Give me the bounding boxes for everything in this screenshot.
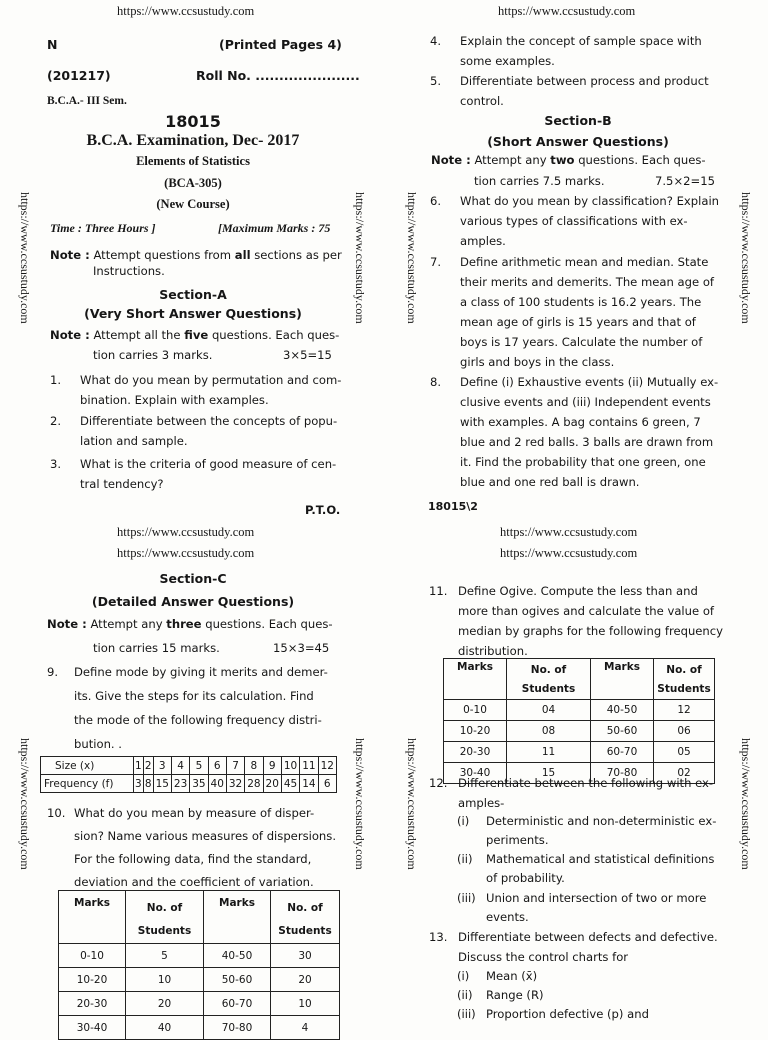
- table-header-row: [59, 891, 340, 944]
- question-text: For the following data, find the standard,: [74, 852, 312, 866]
- page-footer: 18015\2: [428, 500, 478, 513]
- marks-calc: 7.5×2=15: [655, 174, 715, 188]
- question-text: a class of 100 students is 16.2 years. The: [460, 295, 702, 309]
- question-9: [47, 660, 347, 756]
- side-url: https://www.ccsustudy.com: [353, 738, 367, 870]
- question-text: sion? Name various measures of dispersions.: [74, 829, 337, 843]
- question-text: Mathematical and statistical definitions: [486, 852, 715, 866]
- question-text: bution. .: [74, 737, 122, 751]
- table-cell: 06: [654, 721, 715, 742]
- question-text: distribution.: [458, 644, 528, 658]
- question-text: control.: [460, 94, 504, 108]
- table-cell: 5: [126, 944, 204, 968]
- table-cell: 40-50: [591, 700, 654, 721]
- question-12: [429, 773, 729, 813]
- question-number: 8.: [430, 375, 442, 389]
- table-cell: 32: [226, 775, 244, 793]
- table-cell: 50-60: [204, 968, 271, 992]
- question-13-part-i: [457, 966, 737, 986]
- question-3: [50, 454, 350, 494]
- general-note: [50, 245, 350, 265]
- roll-number: Roll No. ......................: [196, 68, 360, 83]
- question-text: tral tendency?: [80, 477, 164, 491]
- question-text: with examples. A bag contains 6 green, 7: [460, 415, 701, 429]
- page-url-top-right: https://www.ccsustudy.com: [498, 4, 636, 18]
- note-line2: tion carries 15 marks.: [93, 641, 220, 655]
- table-cell: 11: [507, 742, 591, 763]
- question-text: mean age of girls is 15 years and that of: [460, 315, 696, 329]
- question-number: 4.: [430, 34, 442, 48]
- question-text: boys is 17 years. Calculate the number of: [460, 335, 703, 349]
- question-text: Deterministic and non-deterministic ex-: [486, 814, 717, 828]
- question-12-part-iii: [457, 889, 737, 927]
- table-row: [59, 944, 340, 968]
- question-text: of probability.: [486, 871, 565, 885]
- question-text: Mean (x̄): [486, 969, 538, 983]
- page-url-top-left: https://www.ccsustudy.com: [117, 4, 255, 18]
- section-b-title: Section-B: [544, 113, 612, 128]
- note-label: Note :: [47, 617, 87, 631]
- side-url: https://www.ccsustudy.com: [353, 192, 367, 324]
- note-bold: five: [184, 328, 209, 342]
- table-cell: 45: [281, 775, 299, 793]
- new-course: (New Course): [156, 197, 230, 211]
- table-cell: 11: [300, 757, 318, 775]
- table-cell: 5: [190, 757, 208, 775]
- question-1: [50, 370, 350, 410]
- note-line2: Instructions.: [93, 264, 165, 278]
- note-text: sections as per: [254, 248, 342, 262]
- question-number: 7.: [430, 255, 442, 269]
- table-cell: 4: [171, 757, 189, 775]
- page-url: https://www.ccsustudy.com: [500, 525, 638, 539]
- table-cell: 20-30: [59, 992, 126, 1016]
- question-text: What is the criteria of good measure of cen-: [80, 457, 337, 471]
- note-text: Attempt questions from: [93, 248, 232, 262]
- table-cell: 10-20: [59, 968, 126, 992]
- table-cell: 35: [190, 775, 208, 793]
- note-text: Attempt any: [474, 153, 547, 167]
- sub-question-number: (i): [457, 814, 470, 828]
- table-cell: 6: [208, 757, 226, 775]
- table-cell: 9: [263, 757, 281, 775]
- table-cell: 02: [654, 763, 715, 784]
- table-cell: 20: [263, 775, 281, 793]
- note-label: Note :: [50, 248, 90, 262]
- question-text: Differentiate between the following with ex-: [458, 776, 714, 790]
- sub-question-number: (iii): [457, 1007, 476, 1021]
- question-text: the mode of the following frequency distri-: [74, 713, 322, 727]
- table-header: [271, 891, 340, 944]
- question-number: 10.: [47, 806, 66, 820]
- sub-question-number: (ii): [457, 988, 473, 1002]
- note-text: questions. Each ques-: [578, 153, 706, 167]
- question-text: Define Ogive. Compute the less than and: [458, 584, 698, 598]
- question-12-part-ii: [457, 850, 737, 888]
- table-row-label: Frequency (f): [41, 775, 134, 793]
- question-text: deviation and the coefficient of variation.: [74, 875, 314, 889]
- table-cell: 40: [126, 1016, 204, 1040]
- frequency-table-ogive: [443, 658, 715, 784]
- table-cell: 20-30: [444, 742, 507, 763]
- question-number: 1.: [50, 373, 62, 387]
- question-text: blue and 2 red balls. 3 balls are drawn from: [460, 435, 714, 449]
- table-row: [59, 968, 340, 992]
- table-header-row: [444, 659, 715, 700]
- table-cell: 12: [654, 700, 715, 721]
- side-url: https://www.ccsustudy.com: [405, 738, 419, 870]
- table-row: [59, 992, 340, 1016]
- question-text: blue and one red ball is drawn.: [460, 475, 640, 489]
- table-header: [507, 659, 591, 700]
- table-cell: 8: [143, 775, 153, 793]
- table-cell: 23: [171, 775, 189, 793]
- table-row: [41, 757, 337, 775]
- question-text: Define (i) Exhaustive events (ii) Mutually ex-: [460, 375, 719, 389]
- table-cell: 14: [300, 775, 318, 793]
- marks-calc: 3×5=15: [283, 348, 332, 362]
- question-text: Proportion defective (p) and: [486, 1007, 649, 1021]
- table-row: [444, 700, 715, 721]
- table-header-line: Students: [657, 683, 711, 695]
- subject-title: Elements of Statistics: [136, 154, 250, 168]
- question-text: girls and boys in the class.: [460, 355, 615, 369]
- page-url: https://www.ccsustudy.com: [500, 546, 638, 560]
- question-text: Differentiate between process and product: [460, 74, 709, 88]
- table-cell: 30-40: [59, 1016, 126, 1040]
- table-header-line: Students: [278, 925, 332, 937]
- section-a-note: [50, 328, 350, 342]
- table-cell: 70-80: [204, 1016, 271, 1040]
- table-header-line: Students: [521, 683, 576, 695]
- note-bold: all: [234, 248, 251, 262]
- table-header: Marks: [59, 891, 126, 944]
- question-text: clusive events and (iii) Independent events: [460, 395, 711, 409]
- note-text: questions. Each ques-: [211, 328, 340, 342]
- question-2: [50, 411, 350, 451]
- note-bold: two: [550, 153, 575, 167]
- note-text: Attempt all the: [93, 328, 181, 342]
- question-text: bination. Explain with examples.: [80, 393, 269, 407]
- question-text: Explain the concept of sample space with: [460, 34, 702, 48]
- question-text: periments.: [486, 833, 549, 847]
- section-a-title: Section-A: [159, 287, 227, 302]
- table-cell: 12: [318, 757, 336, 775]
- table-header-line: No. of: [530, 664, 567, 676]
- question-text: amples.: [460, 234, 506, 248]
- table-header: [126, 891, 204, 944]
- table-cell: 28: [245, 775, 263, 793]
- table-cell: 60-70: [204, 992, 271, 1016]
- subject-code: (BCA-305): [164, 176, 222, 190]
- question-text: it. Find the probability that one green, one: [460, 455, 706, 469]
- question-text: What do you mean by permutation and com-: [80, 373, 342, 387]
- table-cell: 15: [507, 763, 591, 784]
- note-line2: tion carries 7.5 marks.: [474, 174, 605, 188]
- question-text: lation and sample.: [80, 434, 188, 448]
- section-b-subtitle: (Short Answer Questions): [487, 134, 669, 149]
- code-letter: N: [47, 37, 58, 52]
- table-cell: 7: [226, 757, 244, 775]
- sub-question-number: (iii): [457, 891, 476, 905]
- table-header: Marks: [204, 891, 271, 944]
- table-cell: 4: [271, 1016, 340, 1040]
- table-row: [444, 721, 715, 742]
- table-cell: 60-70: [591, 742, 654, 763]
- question-6: [430, 191, 730, 251]
- question-number: 3.: [50, 457, 62, 471]
- section-c-title: Section-C: [159, 571, 227, 586]
- time-allowed: Time : Three Hours ]: [50, 221, 156, 235]
- question-text: Discuss the control charts for: [458, 950, 629, 964]
- question-number: 5.: [430, 74, 442, 88]
- table-header: [654, 659, 715, 700]
- max-marks: [Maximum Marks : 75: [218, 221, 331, 235]
- table-header-line: No. of: [666, 664, 702, 676]
- question-10: [47, 802, 347, 894]
- question-text: amples-: [458, 796, 505, 810]
- question-13: [429, 927, 729, 967]
- printed-pages: (Printed Pages 4): [219, 37, 342, 52]
- side-url: https://www.ccsustudy.com: [18, 192, 32, 324]
- exam-title: B.C.A. Examination, Dec- 2017: [86, 132, 300, 149]
- table-cell: 15: [153, 775, 171, 793]
- table-cell: 10-20: [444, 721, 507, 742]
- table-cell: 04: [507, 700, 591, 721]
- table-cell: 8: [245, 757, 263, 775]
- table-cell: 40-50: [204, 944, 271, 968]
- section-c-note: [47, 617, 347, 631]
- question-7: [430, 252, 730, 372]
- table-cell: 0-10: [59, 944, 126, 968]
- side-url: https://www.ccsustudy.com: [405, 192, 419, 324]
- paper-number: (201217): [47, 68, 111, 83]
- table-cell: 0-10: [444, 700, 507, 721]
- question-number: 2.: [50, 414, 62, 428]
- table-cell: 20: [271, 968, 340, 992]
- table-cell: 50-60: [591, 721, 654, 742]
- table-cell: 1: [134, 757, 144, 775]
- question-text: What do you mean by classification? Explain: [460, 194, 720, 208]
- course-name: B.C.A.- III Sem.: [47, 95, 127, 107]
- question-number: 9.: [47, 665, 59, 679]
- marks-calc: 15×3=45: [273, 641, 330, 655]
- question-text: Differentiate between defects and defective.: [458, 930, 718, 944]
- question-text: What do you mean by measure of disper-: [74, 806, 315, 820]
- table-row: [59, 1016, 340, 1040]
- question-text: their merits and demerits. The mean age of: [460, 275, 715, 289]
- question-text: various types of classifications with ex-: [460, 214, 688, 228]
- table-header-line: No. of: [287, 902, 323, 914]
- table-cell: 10: [281, 757, 299, 775]
- question-text: Define mode by giving it merits and demer-: [74, 665, 328, 679]
- table-cell: 3: [153, 757, 171, 775]
- table-cell: 10: [126, 968, 204, 992]
- table-cell: 30: [271, 944, 340, 968]
- question-13-part-ii: [457, 985, 737, 1005]
- question-5: [430, 71, 730, 111]
- frequency-table-dispersion: [58, 890, 340, 1040]
- table-cell: 3: [134, 775, 144, 793]
- table-header-line: Students: [137, 925, 192, 937]
- section-c-subtitle: (Detailed Answer Questions): [91, 594, 295, 609]
- side-url: https://www.ccsustudy.com: [739, 192, 753, 324]
- table-row: [41, 775, 337, 793]
- section-b-note: [431, 153, 731, 167]
- table-header-line: No. of: [146, 902, 183, 914]
- pto-label: P.T.O.: [305, 503, 341, 517]
- note-text: questions. Each ques-: [205, 617, 333, 631]
- table-cell: 6: [318, 775, 336, 793]
- note-bold: three: [166, 617, 202, 631]
- table-cell: 2: [143, 757, 153, 775]
- note-label: Note :: [431, 153, 471, 167]
- table-cell: 08: [507, 721, 591, 742]
- question-12-part-i: [457, 812, 737, 850]
- question-4: [430, 31, 730, 71]
- table-row: [444, 742, 715, 763]
- note-text: Attempt any: [90, 617, 163, 631]
- exam-code: 18015: [165, 112, 221, 131]
- question-text: Range (R): [486, 988, 544, 1002]
- side-url: https://www.ccsustudy.com: [18, 738, 32, 870]
- frequency-table-mode: [40, 756, 337, 793]
- question-text: Differentiate between the concepts of popu-: [80, 414, 338, 428]
- section-a-subtitle: (Very Short Answer Questions): [84, 306, 302, 321]
- question-11: [429, 581, 729, 661]
- note-line2: tion carries 3 marks.: [93, 348, 213, 362]
- table-cell: 30-40: [444, 763, 507, 784]
- table-cell: 20: [126, 992, 204, 1016]
- question-13-part-iii: [457, 1004, 737, 1024]
- question-text: Define arithmetic mean and median. State: [460, 255, 709, 269]
- question-text: some examples.: [460, 54, 555, 68]
- question-number: 11.: [429, 584, 448, 598]
- table-cell: 70-80: [591, 763, 654, 784]
- question-number: 12.: [429, 776, 448, 790]
- question-number: 6.: [430, 194, 442, 208]
- table-header: Marks: [591, 659, 654, 700]
- sub-question-number: (ii): [457, 852, 473, 866]
- question-text: more than ogives and calculate the value of: [458, 604, 714, 618]
- question-text: events.: [486, 910, 529, 924]
- table-row-label: Size (x): [41, 757, 134, 775]
- question-number: 13.: [429, 930, 448, 944]
- question-8: [430, 372, 730, 492]
- question-text: median by graphs for the following frequency: [458, 624, 724, 638]
- question-text: its. Give the steps for its calculation. Find: [74, 689, 314, 703]
- side-url: https://www.ccsustudy.com: [739, 738, 753, 870]
- table-cell: 10: [271, 992, 340, 1016]
- table-header: Marks: [444, 659, 507, 700]
- table-cell: 40: [208, 775, 226, 793]
- note-label: Note :: [50, 328, 90, 342]
- question-text: Union and intersection of two or more: [486, 891, 707, 905]
- table-cell: 05: [654, 742, 715, 763]
- page-url: https://www.ccsustudy.com: [117, 546, 255, 560]
- sub-question-number: (i): [457, 969, 470, 983]
- page-url: https://www.ccsustudy.com: [117, 525, 255, 539]
